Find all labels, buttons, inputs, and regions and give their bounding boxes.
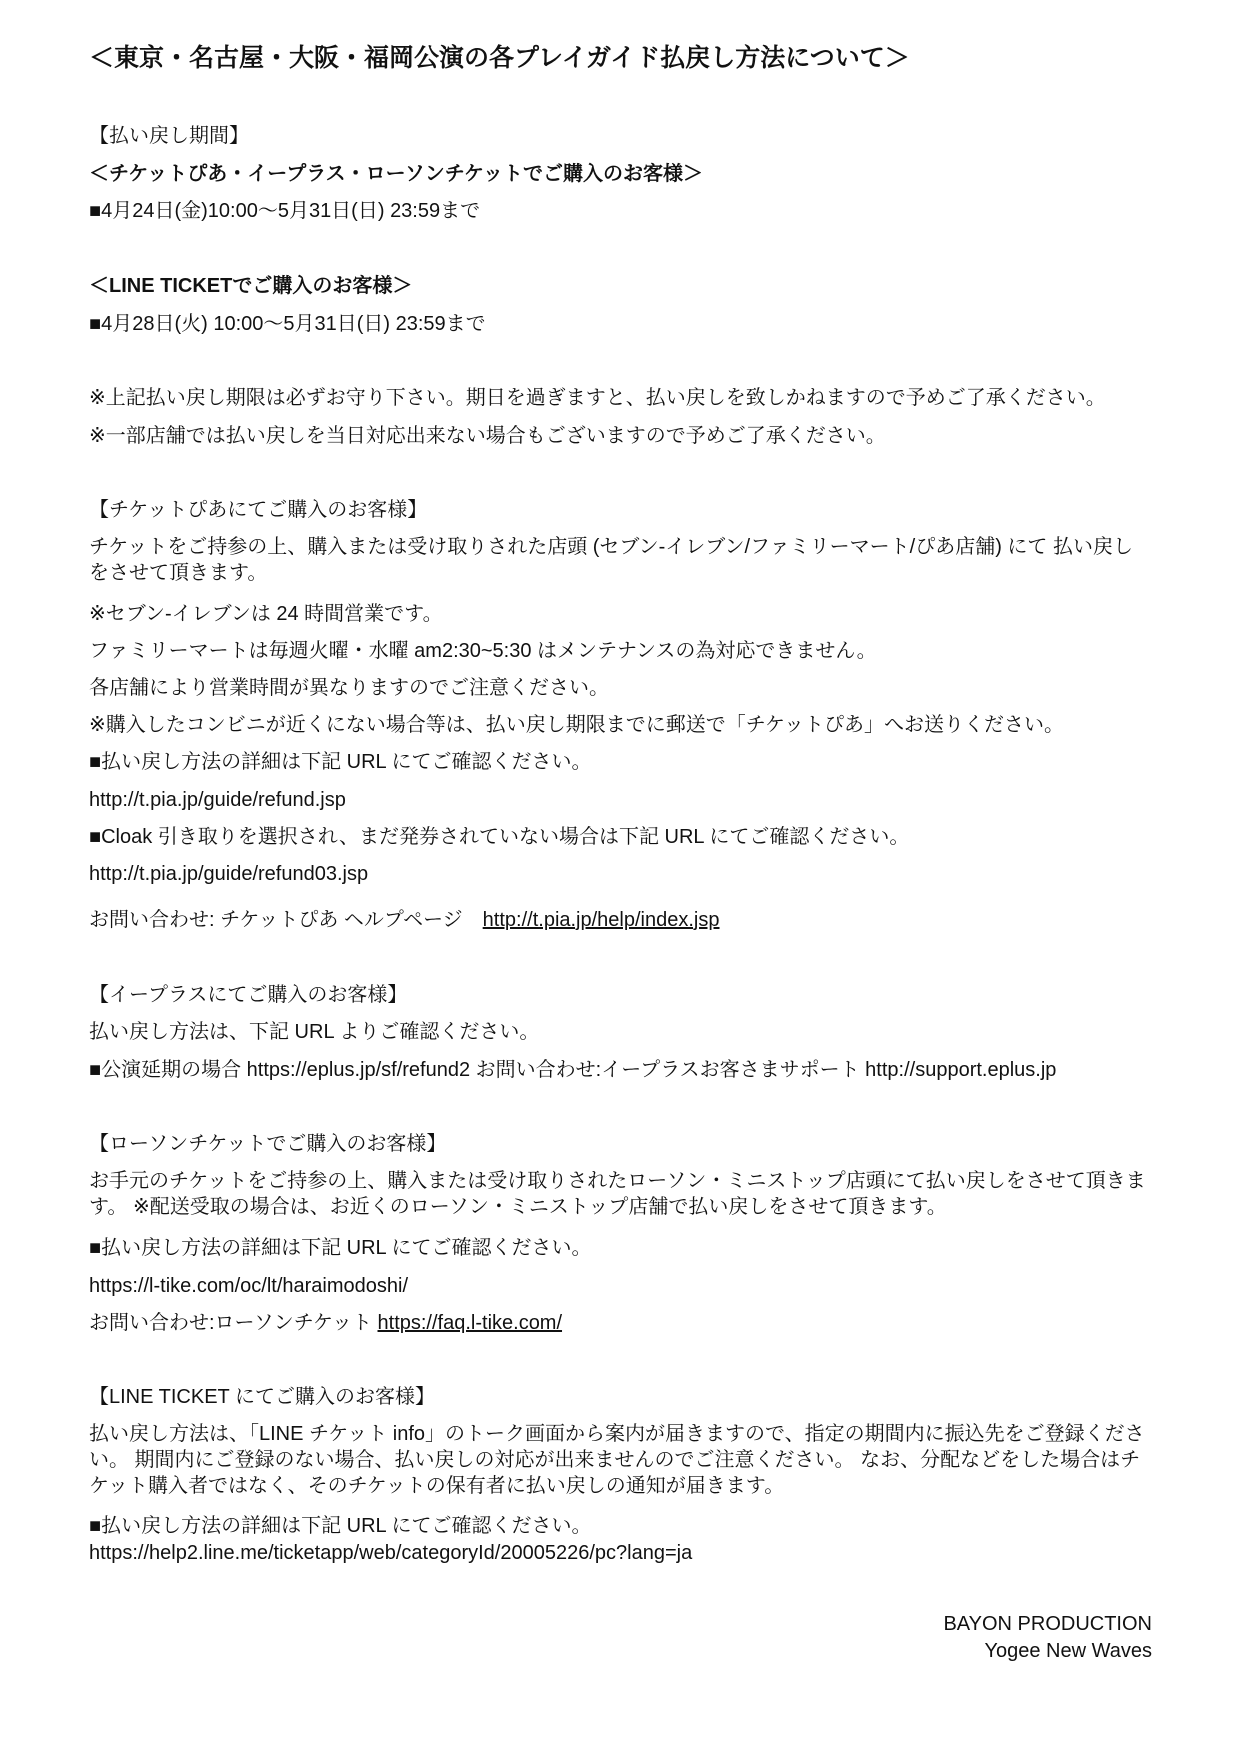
period-group2-date: ■4月28日(火) 10:00〜5月31日(日) 23:59まで [89, 313, 486, 335]
pia-line-6: ■Cloak 引き取りを選択され、まだ発券されていない場合は下記 URL にてご確認ください。 [89, 826, 910, 848]
period-group1-heading: ＜チケットぴあ・イープラス・ローソンチケットでご購入のお客様＞ [89, 163, 703, 185]
eplus-line-2: ■公演延期の場合 https://eplus.jp/sf/refund2 お問い合わせ:イープラスお客さまサポート http://support.eplus.jp [89, 1059, 1057, 1081]
pia-line-1: ※セブン-イレブンは 24 時間営業です。 [89, 603, 443, 625]
pia-help-link[interactable]: http://t.pia.jp/help/index.jsp [482, 909, 720, 931]
period-group2-heading: ＜LINE TICKETでご購入のお客様＞ [89, 275, 413, 297]
line-ticket-line-1: ■払い戻し方法の詳細は下記 URL にてご確認ください。 [89, 1515, 592, 1537]
period-note-1: ※上記払い戻し期限は必ずお守り下さい。期日を過ぎますと、払い戻しを致しかねますので予めご了承ください。 [89, 387, 1106, 409]
line-ticket-heading: 【LINE TICKET にてご購入のお客様】 [89, 1386, 435, 1408]
pia-line-4: ※購入したコンビニが近くにない場合等は、払い戻し期限までに郵送で「チケットぴあ」へお送りください。 [89, 714, 1064, 736]
pia-refund03-url[interactable]: http://t.pia.jp/guide/refund03.jsp [89, 863, 369, 885]
period-group1-date: ■4月24日(金)10:00〜5月31日(日) 23:59まで [89, 200, 481, 222]
lawson-line-1: ■払い戻し方法の詳細は下記 URL にてご確認ください。 [89, 1237, 592, 1259]
page-title: ＜東京・名古屋・大阪・福岡公演の各プレイガイド払戻し方法について＞ [89, 44, 910, 72]
pia-contact-label: お問い合わせ: チケットぴあ ヘルプページ [89, 909, 483, 931]
lawson-faq-link[interactable]: https://faq.l-tike.com/ [377, 1312, 563, 1334]
line-ticket-url[interactable]: https://help2.line.me/ticketapp/web/categoryId/20005226/pc?lang=ja [89, 1542, 693, 1564]
pia-refund-url[interactable]: http://t.pia.jp/guide/refund.jsp [89, 789, 346, 811]
lawson-paragraph: お手元のチケットをご持参の上、購入または受け取りされたローソン・ミニストップ店頭にて払い戻しをさせて頂きます。 ※配送受取の場合は、お近くのローソン・ミニストップ店舗で払い戻しをさせて頂きます。 [89, 1170, 1146, 1218]
signature-company: BAYON PRODUCTION [943, 1613, 1152, 1635]
line-ticket-paragraph: 払い戻し方法は、「LINE チケット info」のトーク画面から案内が届きますので、指定の期間内に振込先をご登録ください。 期間内にご登録のない場合、払い戻しの対応が出来ませんのでご注意ください。 なお、分配などをした場合はチケット購入者ではなく、そのチケットの保有者に払い戻しの通知が届きます。 [89, 1423, 1145, 1497]
eplus-line-1: 払い戻し方法は、下記 URL よりご確認ください。 [89, 1021, 540, 1043]
lawson-refund-url[interactable]: https://l-tike.com/oc/lt/haraimodoshi/ [89, 1275, 409, 1297]
lawson-contact-label: お問い合わせ:ローソンチケット [89, 1312, 378, 1334]
pia-paragraph: チケットをご持参の上、購入または受け取りされた店頭 (セブン-イレブン/ファミリーマート/ぴあ店舗) にて 払い戻しをさせて頂きます。 [89, 536, 1133, 584]
period-heading: 【払い戻し期間】 [89, 125, 249, 147]
pia-contact-line [89, 907, 720, 933]
pia-heading: 【チケットぴあにてご購入のお客様】 [89, 499, 428, 521]
pia-line-2: ファミリーマートは毎週火曜・水曜 am2:30~5:30 はメンテナンスの為対応できません。 [89, 640, 877, 662]
pia-line-3: 各店舗により営業時間が異なりますのでご注意ください。 [89, 677, 609, 699]
period-note-2: ※一部店舗では払い戻しを当日対応出来ない場合もございますので予めご了承ください。 [89, 425, 886, 447]
eplus-heading: 【イープラスにてご購入のお客様】 [89, 984, 408, 1006]
lawson-contact-line [89, 1310, 562, 1336]
lawson-heading: 【ローソンチケットでご購入のお客様】 [89, 1133, 447, 1155]
pia-line-5: ■払い戻し方法の詳細は下記 URL にてご確認ください。 [89, 751, 592, 773]
signature-artist: Yogee New Waves [984, 1640, 1152, 1662]
